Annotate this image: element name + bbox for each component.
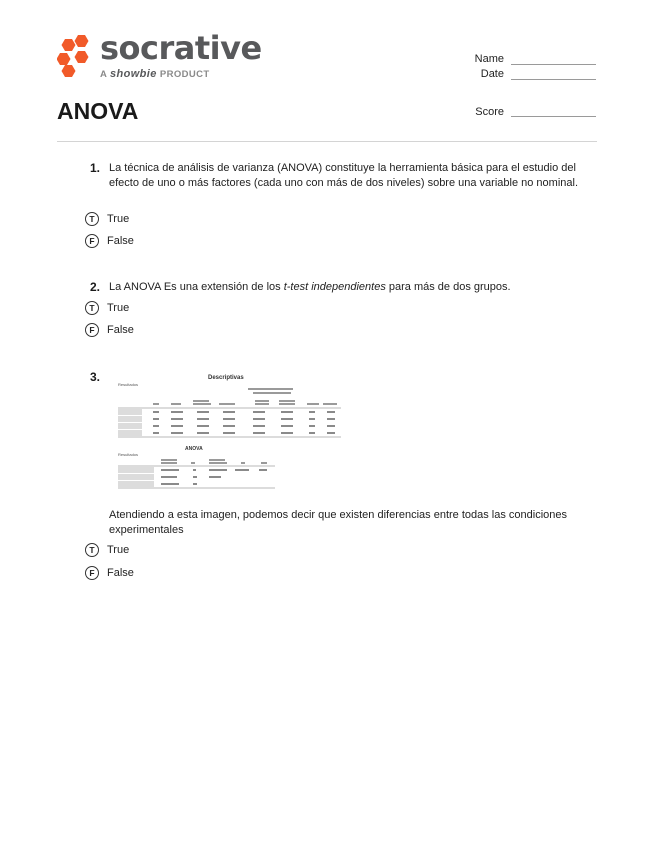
question-1-number: 1. [90, 161, 101, 175]
option-letter-circle: T [85, 212, 99, 226]
tagline-prefix: A [100, 69, 107, 80]
question-2-option-false[interactable] [85, 323, 134, 337]
hexagon-cluster-icon [57, 35, 93, 79]
name-label: Name [474, 53, 504, 65]
score-field-line[interactable] [511, 116, 596, 117]
question-3-number: 3. [90, 370, 101, 384]
option-label: False [107, 235, 134, 247]
socrative-logo [57, 29, 262, 81]
page-title: ANOVA [57, 98, 139, 124]
question-3-text: Atendiendo a esta imagen, podemos decir que existen diferencias entre todas las condiciones experimentales [109, 509, 568, 536]
question-2-text-before: La ANOVA Es una extensión de los [109, 281, 284, 293]
option-letter-circle: T [85, 543, 99, 557]
tagline-suffix: PRODUCT [159, 69, 210, 80]
question-2-text [109, 280, 589, 295]
option-label: True [107, 544, 130, 556]
question-2-text-after: para más de dos grupos. [385, 281, 511, 293]
option-letter-circle: F [85, 323, 99, 337]
descriptives-variable: Resultados [118, 382, 139, 387]
anova-variable: Resultados [118, 452, 139, 457]
option-label: True [107, 302, 130, 314]
logo-wordmark: socrative [100, 29, 262, 67]
question-2-option-true[interactable] [85, 301, 129, 315]
option-label: False [107, 567, 134, 579]
date-field-line[interactable] [511, 79, 596, 80]
question-1-text: La técnica de análisis de varianza (ANOVA) constituye la herramienta básica para el estudio del efecto de uno o más factores (cada uno con más de dos niveles) sobre una variable no nominal. [109, 162, 578, 189]
score-label: Score [475, 106, 504, 118]
question-2-text-italic: t-test independientes [283, 281, 386, 293]
logo-tagline [100, 68, 210, 80]
question-3-image [113, 371, 353, 497]
header-divider [57, 141, 597, 142]
question-3-option-true[interactable] [85, 543, 129, 557]
descriptives-title: Descriptivas [208, 375, 244, 381]
option-label: True [107, 213, 130, 225]
option-letter-circle: F [85, 566, 99, 580]
anova-title: ANOVA [185, 446, 203, 452]
option-letter-circle: T [85, 301, 99, 315]
option-letter-circle: F [85, 234, 99, 248]
name-field-line[interactable] [511, 64, 596, 65]
question-1-option-false[interactable] [85, 234, 134, 248]
spss-output-image [113, 371, 353, 497]
option-label: False [107, 324, 134, 336]
question-3-option-false[interactable] [85, 566, 134, 580]
question-1-option-true[interactable] [85, 212, 129, 226]
date-label: Date [480, 68, 504, 80]
tagline-brand: showbie [109, 68, 157, 80]
question-2-number: 2. [90, 280, 101, 294]
